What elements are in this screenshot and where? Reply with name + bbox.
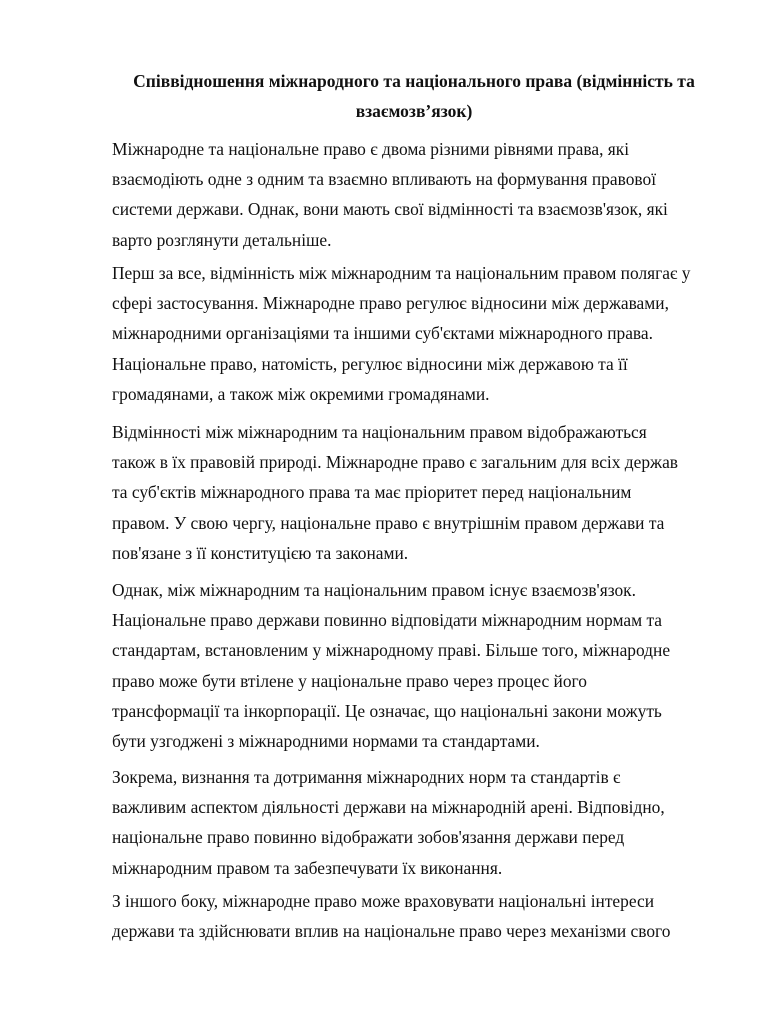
text-line: важливим аспектом діяльності держави на міжнародній арені. Відповідно, <box>112 797 665 818</box>
paragraph-relationship <box>112 575 670 756</box>
text-line: правом. У свою чергу, національне право є внутрішнім правом держави та <box>112 512 665 533</box>
text-line: пов'язане з її конституцією та законами. <box>112 542 409 563</box>
paragraph-intro <box>112 134 668 255</box>
text-line: Зокрема, визнання та дотримання міжнародних норм та стандартів є <box>112 767 621 787</box>
paragraph-nature <box>112 417 678 568</box>
text-line: та суб'єктів міжнародного права та має пріоритет перед національним <box>112 482 632 503</box>
text-line: стандартам, встановленим у міжнародному праві. Більше того, міжнародне <box>112 640 671 661</box>
text-line: бути узгоджені з міжнародними нормами та стандартами. <box>112 731 540 752</box>
text-line: варто розглянути детальніше. <box>112 229 332 250</box>
text-line: З іншого боку, міжнародне право може враховувати національні інтереси <box>112 891 655 911</box>
text-line: Однак, між міжнародним та національним правом існує взаємозв'язок. <box>112 580 636 600</box>
text-line: право може бути втілене у національне право через процес його <box>112 670 587 691</box>
text-line: національне право повинно відображати зобов'язання держави перед <box>112 827 625 848</box>
text-line: Національне право держави повинно відповідати міжнародним нормам та <box>112 610 662 631</box>
paragraph-recognition <box>112 762 665 883</box>
title-line: взаємозв’язок) <box>355 101 473 121</box>
text-line: також в їх правовій природі. Міжнародне право є загальним для всіх держав <box>112 452 679 473</box>
text-line: Перш за все, відмінність між міжнародним та національним правом полягає у <box>112 263 691 283</box>
document-title <box>108 66 720 126</box>
text-line: системи держави. Однак, вони мають свої відмінності та взаємозв'язок, які <box>112 199 668 220</box>
paragraph-scope <box>112 258 690 409</box>
text-line: міжнародним правом та забезпечувати їх виконання. <box>112 857 503 878</box>
text-line: трансформації та інкорпорації. Це означає, що національні закони можуть <box>112 700 662 721</box>
title-line: Співвідношення міжнародного та національного права (відмінність та <box>133 71 695 91</box>
text-line: взаємодіють одне з одним та взаємно впливають на формування правової <box>112 169 657 190</box>
text-line: Відмінності між міжнародним та національним правом відображаються <box>112 422 647 442</box>
text-line: держави та здійснювати вплив на національне право через механізми свого <box>112 921 671 942</box>
text-line: громадянами, а також між окремими громадянами. <box>112 383 490 404</box>
text-line: Національне право, натомість, регулює відносини між державою та її <box>112 353 628 374</box>
paragraph-other-side <box>112 886 670 946</box>
text-line: Міжнародне та національне право є двома різними рівнями права, які <box>112 139 630 159</box>
text-line: сфері застосування. Міжнародне право регулює відносини між державами, <box>112 293 669 314</box>
text-line: міжнародними організаціями та іншими суб'єктами міжнародного права. <box>112 323 653 344</box>
